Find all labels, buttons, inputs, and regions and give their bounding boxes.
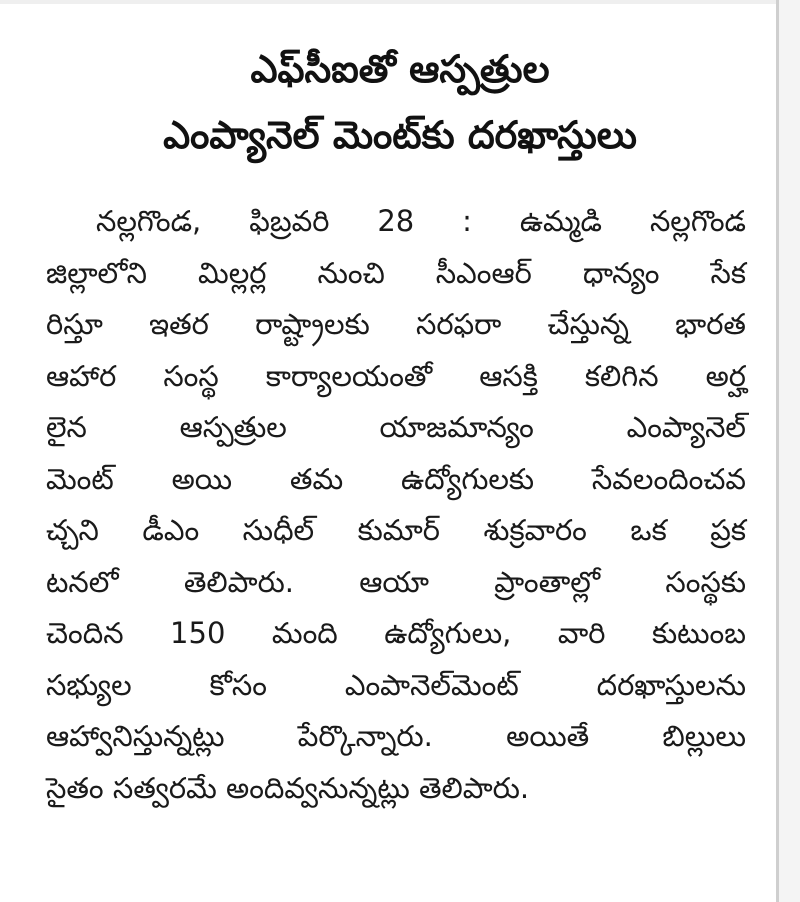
article-headline [50,36,750,168]
body-line: లైన ఆస్పత్రుల యాజమాన్యం ఎంప్యానెల్ [46,410,746,444]
body-line: మెంట్ అయి తమ ఉద్యోగులకు సేవలందించవ [46,461,746,496]
headline-line: ఎంప్యానెల్ మెంట్‌కు దరఖాస్తులు [163,113,637,157]
body-line: జిల్లాలోని మిల్లర్ల నుంచి సీఎంఆర్ ధాన్యం సేక [46,255,746,290]
article-body [46,196,746,814]
body-line: సైతం సత్వరమే అందివ్వనున్నట్లు తెలిపారు. [46,770,530,805]
body-line: ఆహ్వానిస్తున్నట్లు పేర్కొన్నారు. అయితే బిల్లులు [46,719,746,753]
body-line: చ్చని డీఎం సుధీల్ కుమార్ శుక్రవారం ఒక ప్రక [46,513,746,547]
body-line: టనలో తెలిపారు. ఆయా ప్రాంతాల్లో సంస్థకు [46,564,746,599]
body-line: రిస్తూ ఇతర రాష్ట్రాలకు సరఫరా చేస్తున్న భారత [46,307,746,341]
body-line: సభ్యుల కోసం ఎంపానెల్‌మెంట్ దరఖాస్తులను [46,667,746,702]
body-line: నల్లగొండ, ఫిబ్రవరి 28 : ఉమ్మడి నల్లగొండ [96,204,746,238]
body-line: చెందిన 150 మంది ఉద్యోగులు, వారి కుటుంబ [46,616,746,650]
headline-line: ఎఫ్‌సీఐతో ఆస్పత్రుల [250,47,550,91]
body-line: ఆహార సంస్థ కార్యాలయంతో ఆసక్తి కలిగిన అర్హ [46,358,746,393]
page-edge [779,0,800,902]
top-edge-shade [0,0,776,4]
